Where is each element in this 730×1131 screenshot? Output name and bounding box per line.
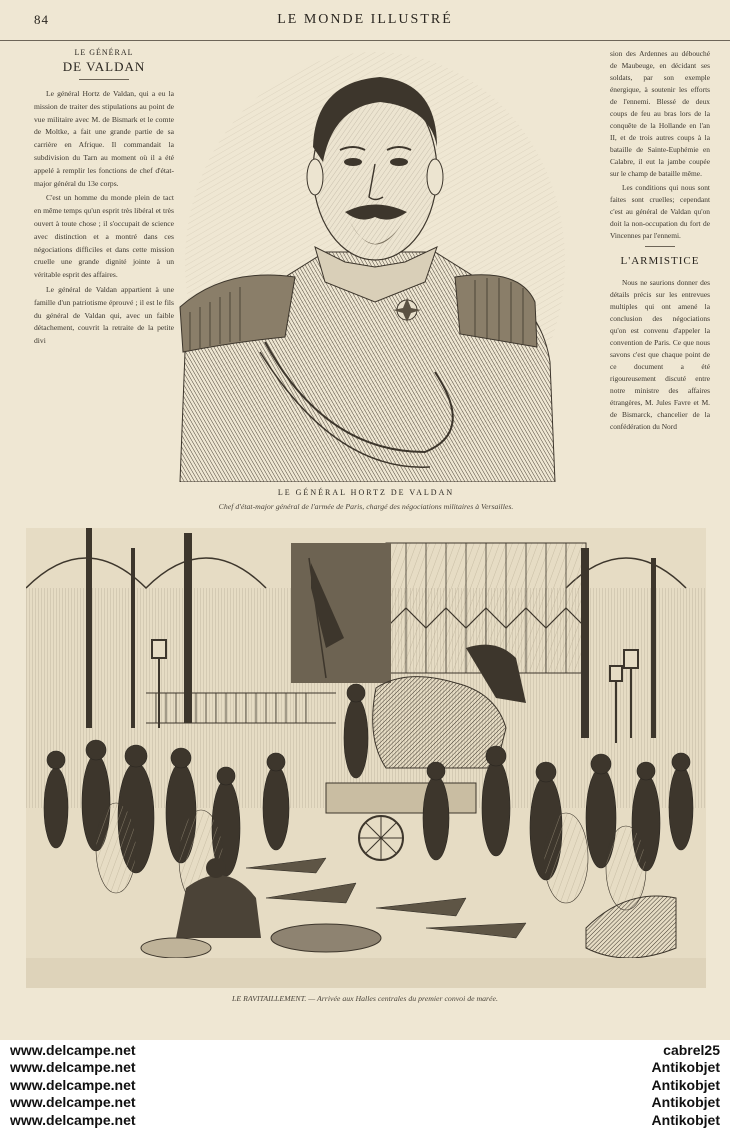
- article-text: [34, 88, 174, 348]
- page-header: [0, 0, 730, 41]
- watermark-right: [380, 1042, 720, 1129]
- watermark-line: cabrel25: [663, 1042, 720, 1058]
- divider: [79, 79, 129, 80]
- portrait-caption-subtitle: Chef d'état-major général de l'armée de Paris, chargé des négociations militaires à Versailles.: [218, 502, 514, 511]
- left-column: [34, 48, 174, 350]
- armistice-title: L'ARMISTICE: [620, 255, 700, 267]
- watermark-line: www.delcampe.net: [10, 1094, 136, 1111]
- divider: [645, 246, 675, 247]
- scene-caption: LE RAVITAILLEMENT. — Arrivée aux Halles centrales du premier convoi de marée.: [232, 994, 498, 1003]
- watermark-line: www.delcampe.net: [10, 1076, 136, 1093]
- paragraph: Le général Hortz de Valdan, qui a eu la mission de traiter des stipulations au point de vue militaire avec M. de Bismark et le comte de Moltke, a fait une grande partie de sa carrière en Afrique. Il commandait la subdivision du Tarn au moment où il a été appelé à remplir les fonctions de chef d'état-major général du 13e corps.: [34, 89, 174, 188]
- watermark-line: Antikobjet: [651, 1111, 720, 1128]
- portrait-caption-title: LE GÉNÉRAL HORTZ DE VALDAN: [277, 488, 455, 497]
- section-title: DE VALDAN: [62, 59, 146, 74]
- paragraph: C'est un homme du monde plein de tact en même temps qu'un esprit très libéral et très ouvert à toute chose ; il s'occupait de science avec distinction et a montré dans ces négociations difficiles et dans cette mission cruelle une grande dignité jointe à un véritable esprit des affaires.: [34, 193, 174, 280]
- paragraph: sion des Ardennes au débouché de Maubeuge, en décidant ses soldats, par son exemple énergique, à soutenir les efforts de l'ennemi. Blessé de deux coups de feu au bras lors de la conquête de la Hollande en l'an II, et de trois autres coups à la bataille de Sainte-Euphémie en Calabre, il eut la jambe coupée sur le champ de bataille même.: [610, 49, 710, 178]
- armistice-text: [610, 277, 710, 433]
- paragraph: Le général de Valdan appartient à une famille d'un patriotisme éprouvé ; il est le fils du général de Valdan qui, avec un faible détachement, couvrit la retraite de la petite divi: [34, 284, 174, 346]
- watermark-line: Antikobjet: [651, 1076, 720, 1093]
- watermark-line: www.delcampe.net: [10, 1111, 136, 1128]
- watermark-left: [10, 1042, 350, 1129]
- article-text-continued: [610, 48, 710, 242]
- portrait-engraving: [175, 52, 565, 482]
- watermark-line: www.delcampe.net: [10, 1059, 136, 1076]
- watermark-line: www.delcampe.net: [10, 1042, 136, 1058]
- portrait-illustration: [175, 52, 565, 482]
- watermark-line: Antikobjet: [651, 1059, 720, 1076]
- market-scene-engraving: [26, 528, 706, 988]
- page-number: 84: [34, 12, 49, 27]
- paragraph: Nous ne saurions donner des détails précis sur les entrevues multiples qui ont amené la conclusion des négociations qu'on est convenu d'appeler la convention de Paris. Ce que nous savons c'est que chaque point de ce document a été rigoureusement discuté entre notre ministre des affaires étrangères, M. Jules Favre et M. de Bismarck, chancelier de la confédération du Nord: [610, 278, 710, 431]
- right-column: [610, 48, 710, 435]
- journal-title: LE MONDE ILLUSTRÉ: [277, 12, 453, 27]
- watermark-line: Antikobjet: [651, 1094, 720, 1111]
- market-scene-illustration: [26, 528, 706, 988]
- section-kicker: LE GÉNÉRAL: [74, 48, 134, 57]
- paragraph: Les conditions qui nous sont faites sont cruelles; cependant c'est au général de Valdan qu'on doit la non-occupation du fort de Vincennes par l'ennemi.: [610, 183, 710, 240]
